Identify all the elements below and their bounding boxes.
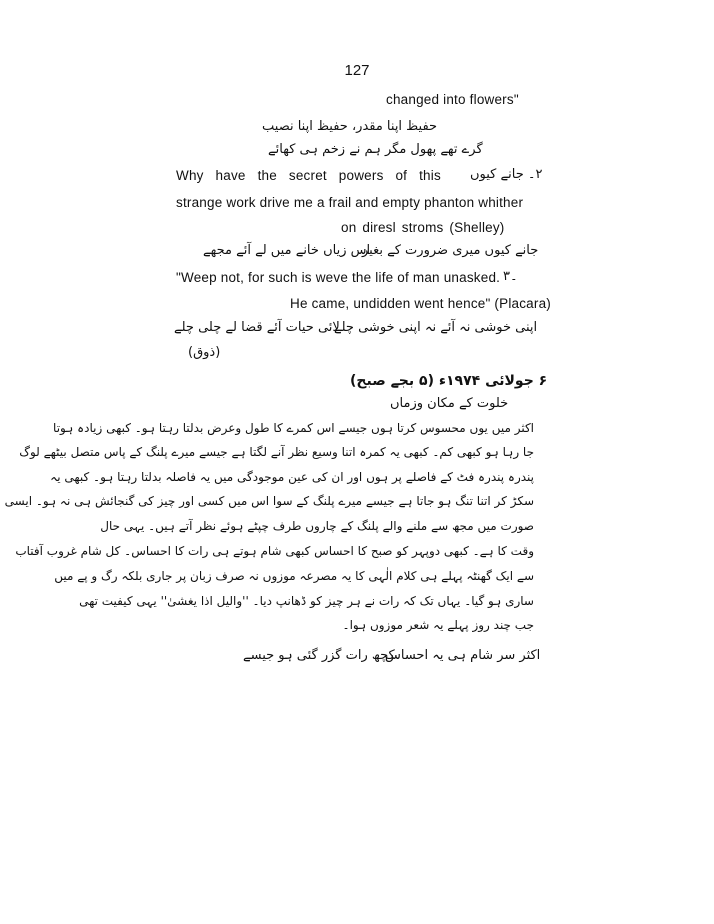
urdu-verse-1a: حفیظ اپنا مقدر، حفیظ اپنا نصیب xyxy=(262,119,438,134)
english-line-strange: strange work drive me a frail and empty phanton whither xyxy=(176,195,524,210)
urdu-paragraph-line-7: سے ایک گھنٹہ پہلے ہی کلام الٰہی کا یہ مصرعہ موزوں نہ صرف زبان پر جاری بلکہ رگ و پے میں xyxy=(54,569,534,583)
urdu-paragraph-line-8: ساری ہو گیا۔ یہاں تک کہ رات نے ہر چیز کو ڈھانپ دیا۔ ''والیل اذا یغشیٰ'' یہی کیفیت تھی xyxy=(79,594,534,608)
english-line-why: Why have the secret powers of this xyxy=(176,168,441,183)
english-line-weep: "Weep not, for such is weve the life of man unasked. xyxy=(176,270,501,285)
urdu-item-3: ۔۳ xyxy=(503,269,518,284)
urdu-paragraph-line-2: جا رہا ہو کبھی کم۔ کبھی یہ کمرہ اتنا وسیع نظر آنے لگتا ہے جیسے میرے پلنگ کے پاس متصل بیٹھے لوگ xyxy=(19,445,534,459)
urdu-verse-2a: اس زیاں خانے میں لے آئے مجھے xyxy=(203,243,371,258)
urdu-date-heading: ۶ جولائی ۱۹۷۴ء (۵ بجے صبح) xyxy=(350,373,548,389)
urdu-attribution-zauq: (ذوق) xyxy=(188,345,221,360)
urdu-verse-2b: جانے کیوں میری ضرورت کے بغیر xyxy=(362,243,539,258)
page-number: 127 xyxy=(344,62,370,79)
urdu-verse-4a: اکثر سر شام ہی یہ احساس xyxy=(385,648,541,663)
english-line-diresl: on diresl stroms (Shelley) xyxy=(341,220,505,235)
english-line-changed: changed into flowers" xyxy=(386,92,519,107)
urdu-paragraph-line-6: وقت کا ہے۔ کبھی دوپہر کو صبح کا احساس کبھی شام ہوتے ہی رات کا احساس۔ کل شام غروب آفتاب xyxy=(15,544,534,558)
urdu-paragraph-line-9: جب چند روز پہلے یہ شعر موزوں ہوا۔ xyxy=(342,618,534,632)
urdu-subtitle: خلوت کے مکان وزماں xyxy=(390,396,509,411)
urdu-paragraph-line-4: سکڑ کر اتنا تنگ ہو جاتا ہے جیسے میرے پلنگ کے سوا اس میں کسی اور چیز کی گنجائش ہی نہ ہو۔ ایسی xyxy=(4,494,534,508)
urdu-paragraph-line-3: پندرہ پندرہ فٹ کے فاصلے پر ہوں اور ان کی عین موجودگی میں یہ فاصلہ بدلتا رہتا ہو۔ کبھی یہ xyxy=(50,470,534,484)
urdu-verse-3b: اپنی خوشی نہ آئے نہ اپنی خوشی چلے xyxy=(334,320,538,335)
urdu-verse-1b: گرے تھے پھول مگر ہم نے زخم ہی کھائے xyxy=(268,142,483,157)
urdu-verse-4b: کچھ رات گزر گئی ہو جیسے xyxy=(243,648,395,663)
urdu-item-2: ۲۔ جانے کیوں xyxy=(470,167,543,182)
urdu-verse-3a: لائی حیات آئے قضا لے چلی چلے xyxy=(174,320,340,335)
urdu-paragraph-line-1: اکثر میں یوں محسوس کرتا ہوں جیسے اس کمرے کا طول وعرض بدلتا رہتا ہو۔ کبھی زیادہ ہوتا xyxy=(53,421,534,435)
urdu-paragraph-line-5: صورت میں مجھ سے ملنے والے پلنگ کے چاروں طرف چپٹے ہوئے نظر آتے ہیں۔ یہی حال xyxy=(100,519,534,533)
english-line-hecame: He came, undidden went hence" (Placara) xyxy=(290,296,551,311)
